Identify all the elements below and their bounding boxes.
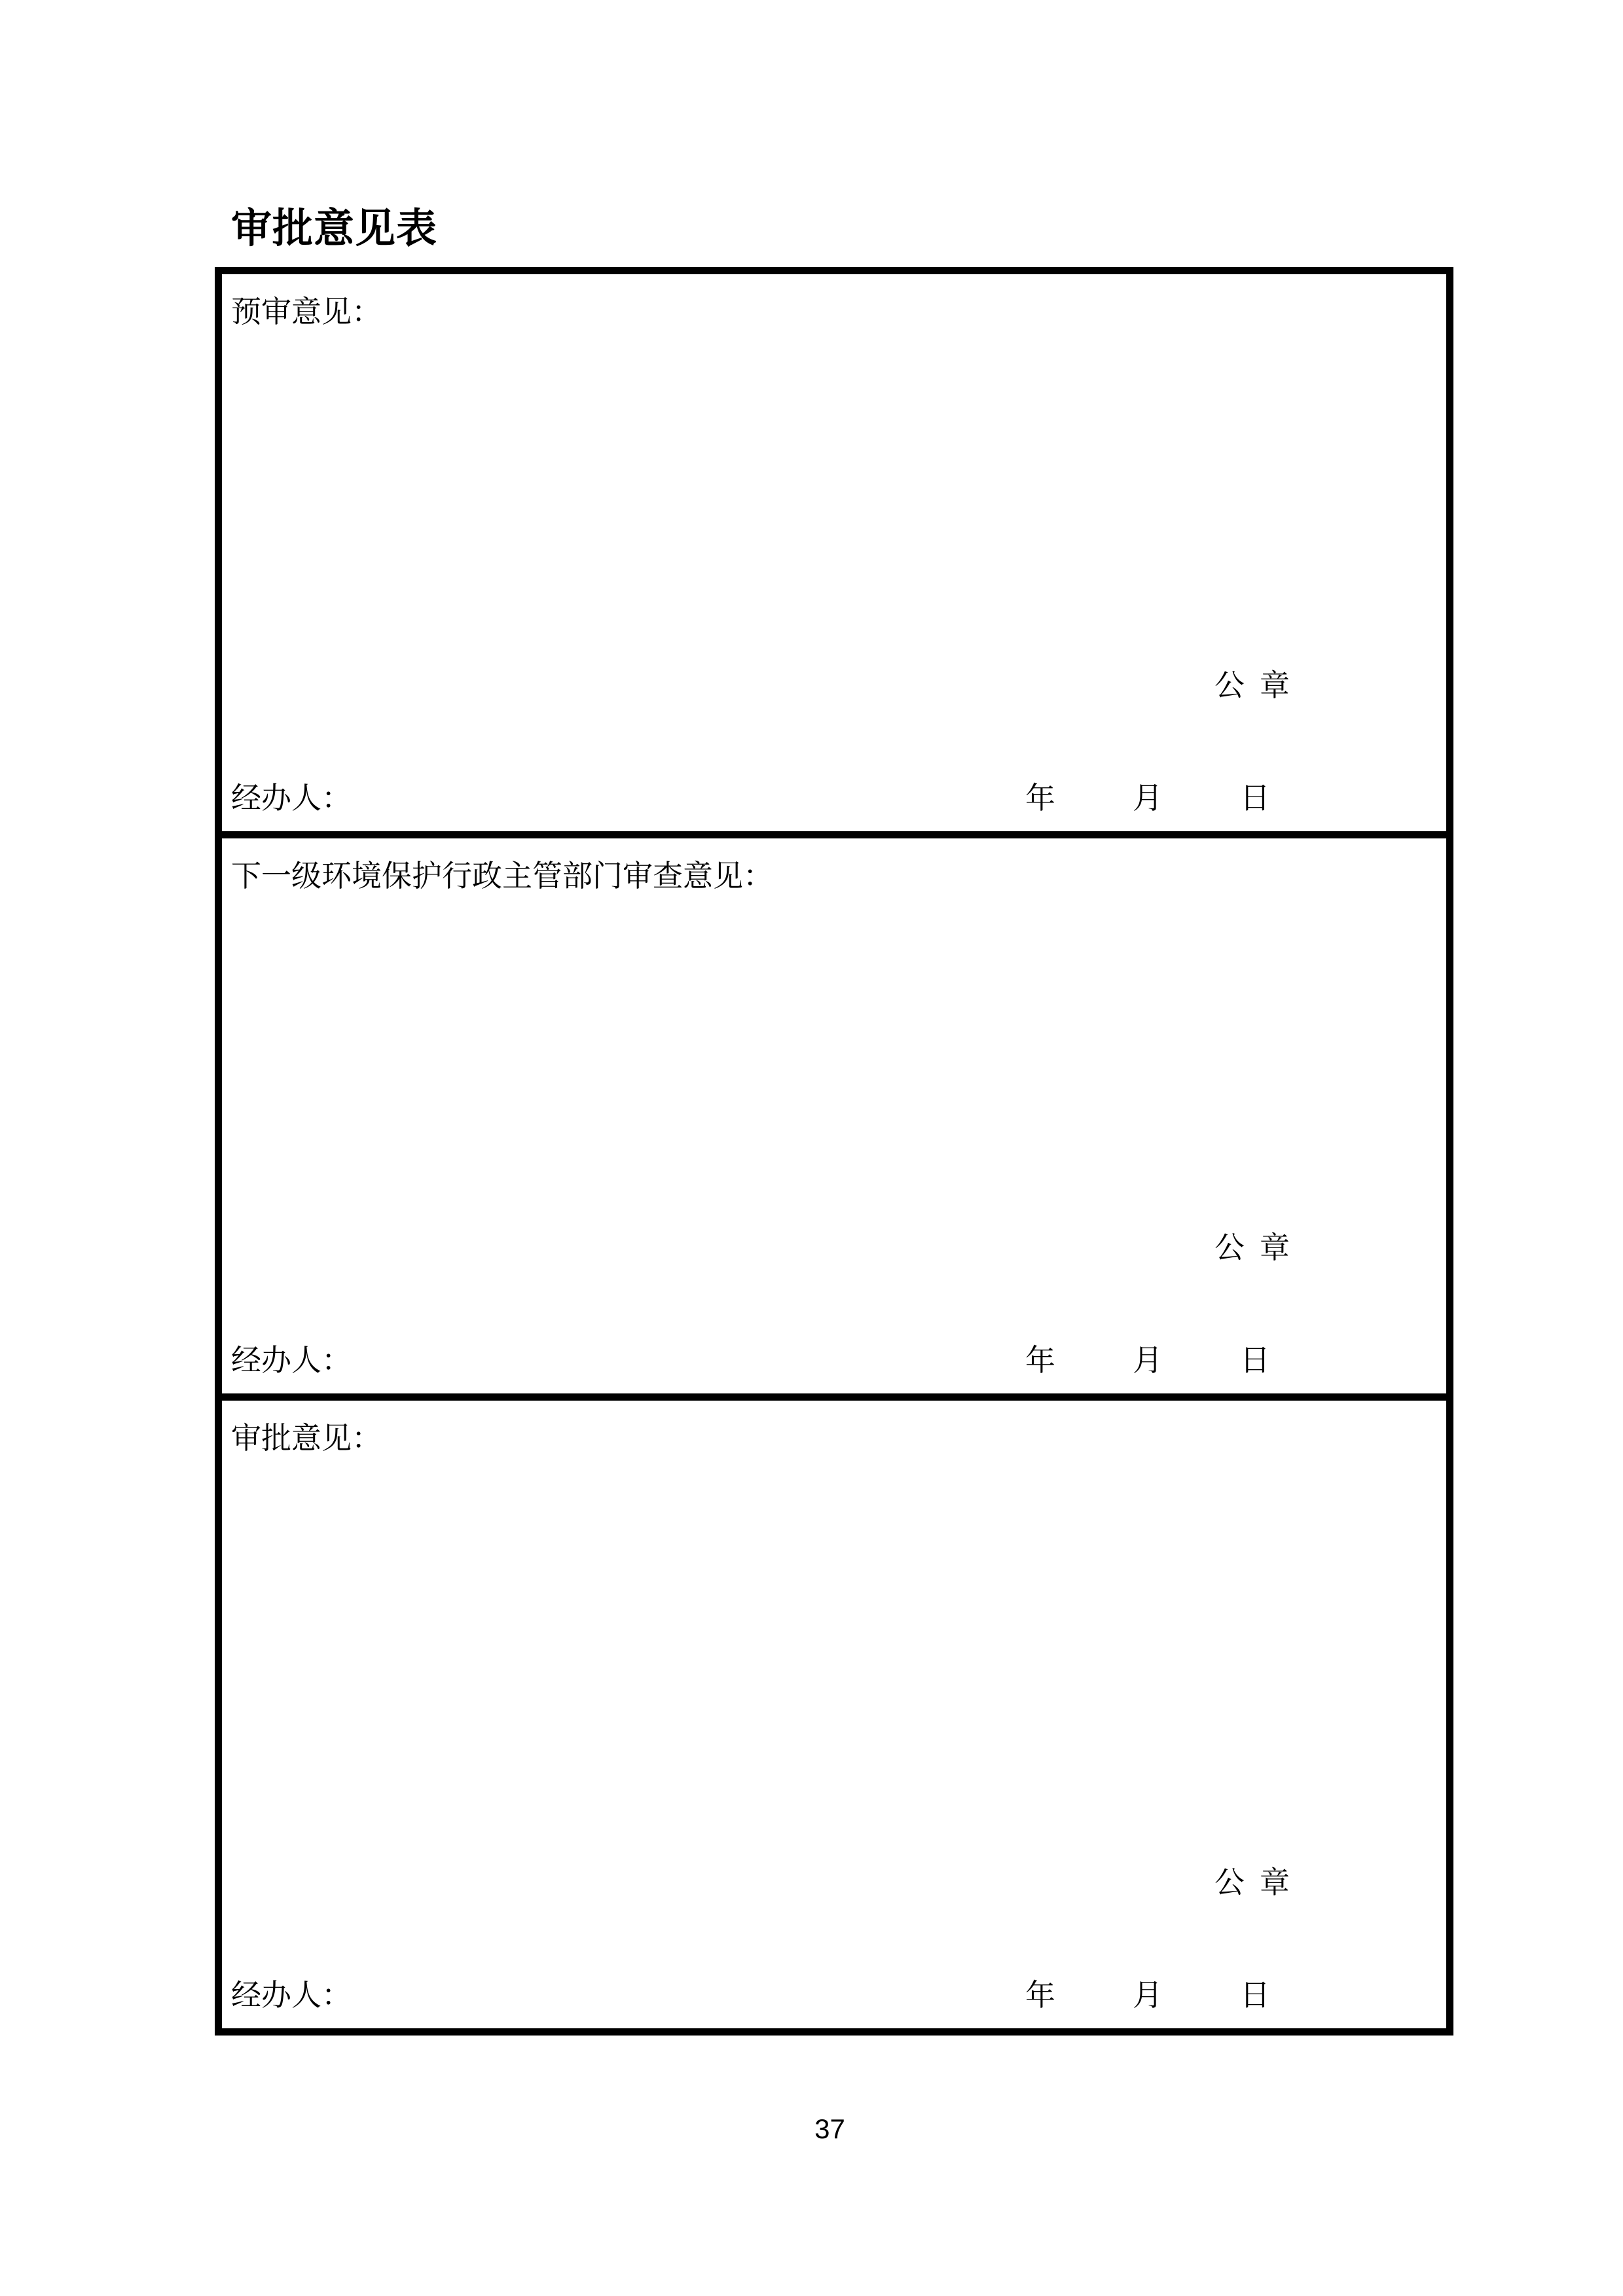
date-line (1025, 1341, 1270, 1380)
section-label: 下一级环境保护行政主管部门审查意见： (231, 859, 773, 893)
section-approval-opinion (222, 1393, 1446, 2028)
year-label: 年 (1025, 1344, 1055, 1377)
month-label: 月 (1133, 781, 1163, 815)
section-preliminary-review-opinion (222, 274, 1446, 831)
day-label: 日 (1240, 781, 1270, 815)
handler-label: 经办人： (231, 1979, 352, 2012)
day-label: 日 (1240, 1979, 1270, 2012)
opinion-blank-area (222, 896, 1446, 1189)
approval-opinion-table (215, 267, 1453, 2036)
handler-label: 经办人： (231, 781, 352, 815)
date-line (1025, 1976, 1270, 2015)
official-seal-label: 公 章 (1214, 1866, 1290, 1899)
year-label: 年 (1025, 1979, 1055, 2012)
section-label: 预审意见： (231, 295, 382, 329)
year-label: 年 (1025, 781, 1055, 815)
official-seal-label: 公 章 (1214, 1231, 1290, 1265)
opinion-blank-area (222, 332, 1446, 627)
month-label: 月 (1133, 1344, 1163, 1377)
page-title: 审批意见表 (231, 206, 438, 251)
handler-label: 经办人： (231, 1344, 352, 1377)
day-label: 日 (1240, 1344, 1270, 1377)
official-seal-label: 公 章 (1214, 669, 1290, 702)
opinion-blank-area (222, 1458, 1446, 1824)
section-lower-level-department-review-opinion (222, 831, 1446, 1393)
page-number: 37 (814, 2113, 845, 2144)
section-label: 审批意见： (231, 1422, 382, 1455)
month-label: 月 (1133, 1979, 1163, 2012)
date-line (1025, 779, 1270, 818)
